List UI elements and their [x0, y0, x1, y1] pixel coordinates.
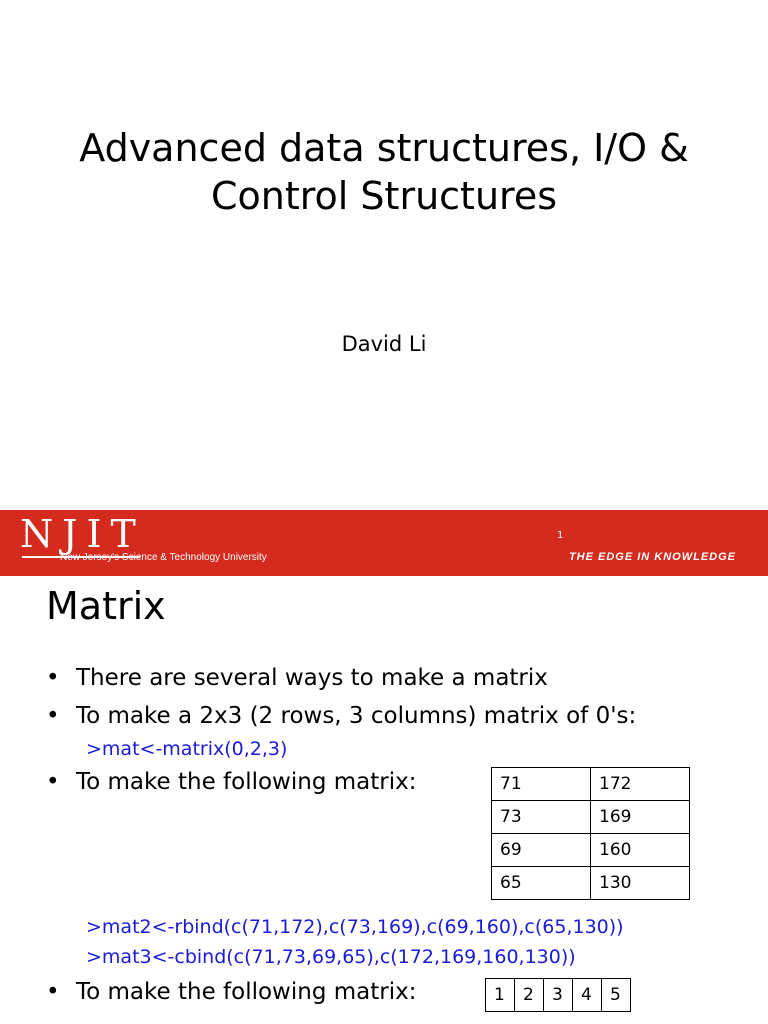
matrix-slide-title: Matrix	[46, 584, 166, 628]
bullet-dot: •	[46, 665, 60, 691]
author-name: David Li	[341, 332, 427, 356]
table-row	[492, 768, 690, 801]
bullet-text-4: To make the following matrix:	[76, 979, 417, 1005]
code-line-3: >mat3<-cbind(c(71,73,69,65),c(172,169,160,130))	[86, 946, 576, 968]
bullet-text-3: To make the following matrix:	[76, 769, 417, 795]
table-cell: 130	[591, 867, 690, 900]
table-cell: 172	[591, 768, 690, 801]
table-cell: 69	[492, 834, 591, 867]
table-cell: 2	[515, 979, 544, 1012]
table-row	[492, 834, 690, 867]
code-line-1: >mat<-matrix(0,2,3)	[86, 738, 288, 760]
matrix-table-2	[485, 978, 631, 1012]
table-cell: 65	[492, 867, 591, 900]
njit-banner	[0, 510, 768, 576]
table-cell: 1	[486, 979, 515, 1012]
table-cell: 4	[573, 979, 602, 1012]
table-row	[486, 979, 631, 1012]
table-row	[492, 867, 690, 900]
njit-logo: NJIT	[20, 512, 145, 556]
tagline: THE EDGE IN KNOWLEDGE	[568, 551, 736, 563]
table-cell: 5	[602, 979, 631, 1012]
slide-title-line-2: Control Structures	[210, 174, 557, 218]
bullet-dot: •	[46, 703, 60, 729]
slide-title-line-1: Advanced data structures, I/O &	[79, 126, 689, 170]
bullet-dot: •	[46, 979, 60, 1005]
table-cell: 73	[492, 801, 591, 834]
code-line-2: >mat2<-rbind(c(71,172),c(73,169),c(69,160),c(65,130))	[86, 916, 624, 938]
table-row	[492, 801, 690, 834]
matrix-table-1	[491, 767, 690, 900]
page-number: 1	[557, 530, 564, 541]
bullet-dot: •	[46, 769, 60, 795]
table-cell: 71	[492, 768, 591, 801]
title-slide	[0, 0, 768, 510]
table-cell: 160	[591, 834, 690, 867]
bullet-text-1: There are several ways to make a matrix	[76, 665, 548, 691]
logo-subtitle: New Jersey's Science & Technology University	[60, 552, 267, 563]
table-cell: 169	[591, 801, 690, 834]
matrix-slide	[0, 576, 768, 1024]
bullet-text-2: To make a 2x3 (2 rows, 3 columns) matrix of 0's:	[76, 703, 637, 729]
slide-title	[40, 124, 728, 220]
table-cell: 3	[544, 979, 573, 1012]
